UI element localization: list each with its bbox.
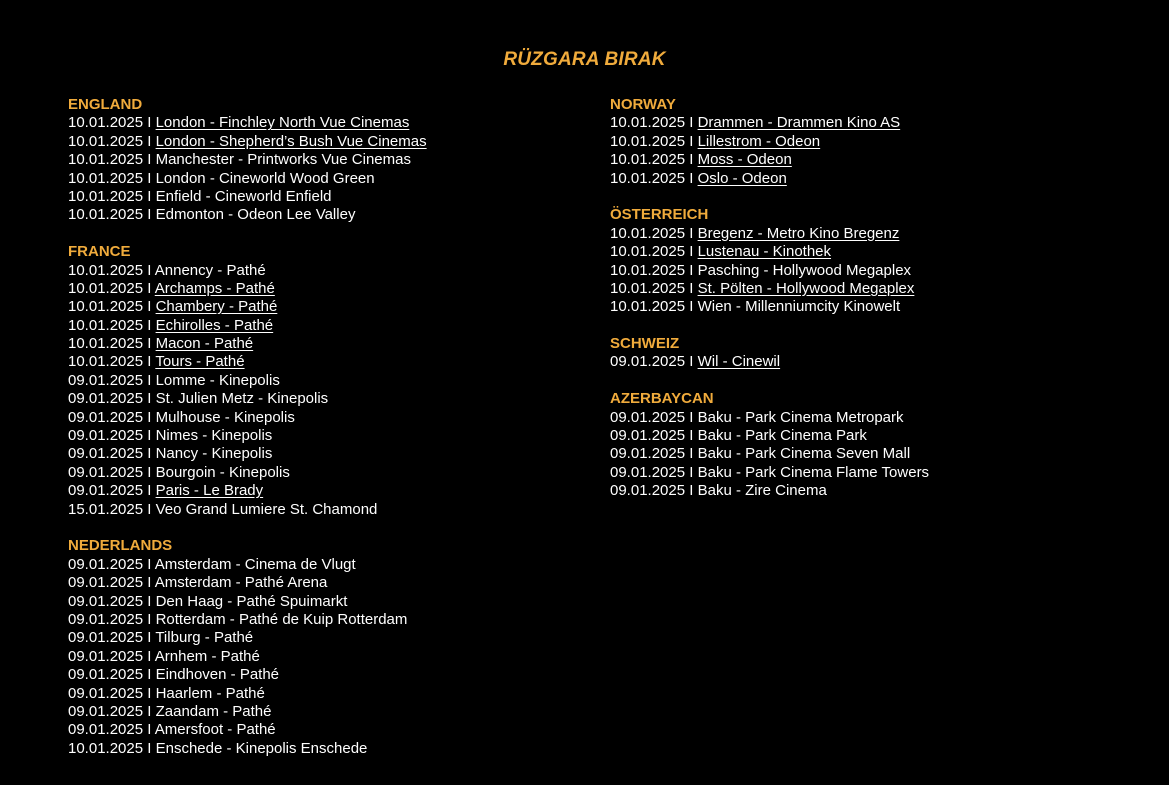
screening-entry: [68, 648, 427, 666]
screening-date: 10.01.2025: [68, 316, 144, 334]
screening-entry: [68, 611, 427, 629]
venue-name: Lomme - Kinepolis: [155, 371, 280, 389]
separator: I: [689, 261, 694, 279]
right-column: [610, 96, 929, 519]
venue-name: Wien - Millenniumcity Kinowelt: [697, 298, 901, 316]
country-section-nederlands: [68, 537, 427, 758]
separator: I: [147, 666, 152, 684]
venue-link[interactable]: Lillestrom - Odeon: [697, 132, 821, 150]
separator: I: [147, 629, 152, 647]
screening-entry: [68, 317, 427, 335]
venue-link[interactable]: Paris - Le Brady: [155, 482, 264, 500]
venue-name: Amsterdam - Cinema de Vlugt: [154, 555, 356, 573]
venue-name: Edmonton - Odeon Lee Valley: [155, 206, 356, 224]
separator: I: [147, 574, 152, 592]
venue-name: Amsterdam - Pathé Arena: [154, 574, 328, 592]
country-heading: NEDERLANDS: [68, 537, 173, 555]
screening-date: 09.01.2025: [68, 629, 144, 647]
screening-date: 09.01.2025: [610, 445, 686, 463]
venue-name: Veo Grand Lumiere St. Chamond: [155, 500, 378, 518]
venue-name: Baku - Park Cinema Flame Towers: [697, 463, 930, 481]
venue-name: Enschede - Kinepolis Enschede: [155, 739, 368, 757]
separator: I: [147, 610, 152, 628]
separator: I: [147, 647, 152, 665]
separator: I: [147, 335, 152, 353]
separator: I: [147, 279, 152, 297]
screening-date: 10.01.2025: [68, 187, 144, 205]
venue-name: Nimes - Kinepolis: [155, 427, 273, 445]
screening-date: 09.01.2025: [68, 427, 144, 445]
screening-date: 10.01.2025: [610, 132, 686, 150]
screening-entry: [68, 427, 427, 445]
separator: I: [689, 427, 694, 445]
venue-link[interactable]: Lustenau - Kinothek: [697, 243, 832, 261]
venue-name: Tilburg - Pathé: [155, 629, 254, 647]
screening-date: 09.01.2025: [610, 353, 686, 371]
screening-entry: [68, 574, 427, 592]
screening-date: 09.01.2025: [610, 463, 686, 481]
country-heading: SCHWEIZ: [610, 335, 680, 353]
country-section-schweiz: [610, 335, 929, 372]
venue-link[interactable]: Drammen - Drammen Kino AS: [697, 114, 901, 132]
screening-date: 09.01.2025: [68, 371, 144, 389]
screening-entry: [68, 335, 427, 353]
screening-date: 10.01.2025: [68, 169, 144, 187]
screening-entry: [68, 353, 427, 371]
screening-entry: [68, 170, 427, 188]
screening-date: 10.01.2025: [68, 279, 144, 297]
screening-entry: [68, 721, 427, 739]
country-section-england: [68, 96, 427, 225]
screening-entry: [68, 445, 427, 463]
screening-date: 09.01.2025: [68, 445, 144, 463]
screening-date: 15.01.2025: [68, 500, 144, 518]
venue-name: Manchester - Printworks Vue Cinemas: [155, 151, 411, 169]
country-section-france: [68, 243, 427, 519]
screening-entry: [610, 482, 929, 500]
separator: I: [147, 500, 152, 518]
separator: I: [147, 353, 152, 371]
screening-date: 10.01.2025: [610, 151, 686, 169]
screening-date: 09.01.2025: [68, 647, 144, 665]
venue-link[interactable]: Oslo - Odeon: [697, 169, 787, 187]
screening-entry: [610, 133, 929, 151]
venue-name: Amersfoot - Pathé: [154, 721, 276, 739]
screening-date: 09.01.2025: [68, 390, 144, 408]
screening-date: 10.01.2025: [68, 151, 144, 169]
venue-name: Nancy - Kinepolis: [155, 445, 273, 463]
screening-entry: [68, 666, 427, 684]
venue-name: Rotterdam - Pathé de Kuip Rotterdam: [155, 610, 408, 628]
screening-entry: [68, 629, 427, 647]
separator: I: [689, 114, 694, 132]
country-heading: ÖSTERREICH: [610, 206, 709, 224]
venue-link[interactable]: Wil - Cinewil: [697, 353, 781, 371]
venue-name: Eindhoven - Pathé: [155, 666, 280, 684]
separator: I: [147, 390, 152, 408]
separator: I: [689, 151, 694, 169]
separator: I: [689, 169, 694, 187]
venue-link[interactable]: St. Pölten - Hollywood Megaplex: [697, 279, 915, 297]
separator: I: [147, 169, 152, 187]
venue-link[interactable]: London - Shepherd’s Bush Vue Cinemas: [155, 132, 427, 150]
separator: I: [147, 151, 152, 169]
separator: I: [689, 408, 694, 426]
screening-entry: [610, 427, 929, 445]
venue-name: Mulhouse - Kinepolis: [155, 408, 295, 426]
screening-entry: [610, 114, 929, 132]
venue-name: Den Haag - Pathé Spuimarkt: [155, 592, 348, 610]
country-heading: NORWAY: [610, 96, 676, 113]
screening-entry: [610, 262, 929, 280]
separator: I: [147, 482, 152, 500]
separator: I: [689, 279, 694, 297]
venue-name: London - Cineworld Wood Green: [155, 169, 375, 187]
screening-entry: [610, 280, 929, 298]
screening-date: 09.01.2025: [68, 666, 144, 684]
screening-entry: [610, 243, 929, 261]
screening-entry: [68, 703, 427, 721]
screening-date: 10.01.2025: [68, 206, 144, 224]
separator: I: [689, 353, 694, 371]
screening-entry: [68, 464, 427, 482]
screening-entry: [68, 593, 427, 611]
venue-link[interactable]: Chambery - Pathé: [155, 298, 278, 316]
screening-entry: [68, 151, 427, 169]
screening-date: 10.01.2025: [68, 132, 144, 150]
separator: I: [147, 261, 152, 279]
screening-date: 10.01.2025: [68, 114, 144, 132]
screening-entry: [610, 170, 929, 188]
country-heading: ENGLAND: [68, 96, 143, 113]
screening-date: 09.01.2025: [68, 702, 144, 720]
venue-name: Baku - Park Cinema Seven Mall: [697, 445, 911, 463]
separator: I: [689, 224, 694, 242]
venue-link[interactable]: Bregenz - Metro Kino Bregenz: [697, 224, 900, 242]
venue-name: St. Julien Metz - Kinepolis: [155, 390, 329, 408]
screening-entry: [68, 740, 427, 758]
screening-entry: [610, 445, 929, 463]
screening-date: 09.01.2025: [68, 684, 144, 702]
screening-entry: [610, 151, 929, 169]
venue-link[interactable]: Moss - Odeon: [697, 151, 792, 169]
screening-date: 09.01.2025: [68, 555, 144, 573]
screening-entry: [68, 409, 427, 427]
venue-name: Haarlem - Pathé: [155, 684, 265, 702]
screening-date: 10.01.2025: [610, 224, 686, 242]
venue-name: Annency - Pathé: [154, 261, 266, 279]
country-section-osterreich: [610, 206, 929, 316]
venue-name: Baku - Zire Cinema: [697, 482, 827, 500]
screening-entry: [68, 390, 427, 408]
separator: I: [147, 721, 152, 739]
venue-name: Bourgoin - Kinepolis: [155, 463, 290, 481]
separator: I: [147, 427, 152, 445]
screening-date: 10.01.2025: [610, 298, 686, 316]
screening-date: 10.01.2025: [68, 353, 144, 371]
screening-date: 09.01.2025: [68, 463, 144, 481]
screening-entry: [68, 685, 427, 703]
screening-date: 09.01.2025: [68, 482, 144, 500]
screening-date: 09.01.2025: [68, 610, 144, 628]
venue-name: Enfield - Cineworld Enfield: [155, 187, 332, 205]
separator: I: [689, 243, 694, 261]
screening-entry: [68, 372, 427, 390]
separator: I: [147, 132, 152, 150]
venue-link[interactable]: Echirolles - Pathé: [155, 316, 274, 334]
screening-date: 09.01.2025: [68, 592, 144, 610]
screening-date: 09.01.2025: [610, 427, 686, 445]
separator: I: [147, 555, 152, 573]
screening-entry: [68, 482, 427, 500]
separator: I: [689, 298, 694, 316]
screening-entry: [610, 298, 929, 316]
screening-date: 10.01.2025: [610, 169, 686, 187]
separator: I: [689, 445, 694, 463]
venue-link[interactable]: Macon - Pathé: [155, 335, 254, 353]
screening-entry: [68, 298, 427, 316]
screening-entry: [68, 206, 427, 224]
screening-entry: [68, 501, 427, 519]
separator: I: [147, 408, 152, 426]
screening-date: 09.01.2025: [68, 408, 144, 426]
screening-entry: [68, 114, 427, 132]
separator: I: [689, 463, 694, 481]
separator: I: [689, 132, 694, 150]
country-section-norway: [610, 96, 929, 188]
separator: I: [147, 114, 152, 132]
screening-date: 10.01.2025: [610, 243, 686, 261]
venue-name: Baku - Park Cinema Park: [697, 427, 867, 445]
separator: I: [147, 684, 152, 702]
separator: I: [147, 298, 152, 316]
country-heading: AZERBAYCAN: [610, 390, 714, 408]
screening-entry: [68, 133, 427, 151]
separator: I: [147, 739, 152, 757]
screening-date: 09.01.2025: [610, 408, 686, 426]
venue-link[interactable]: Tours - Pathé: [155, 353, 245, 371]
screening-date: 10.01.2025: [68, 261, 144, 279]
screening-date: 10.01.2025: [610, 261, 686, 279]
separator: I: [147, 187, 152, 205]
screening-date: 10.01.2025: [68, 739, 144, 757]
screening-date: 09.01.2025: [610, 482, 686, 500]
screening-date: 10.01.2025: [610, 279, 686, 297]
venue-name: Arnhem - Pathé: [154, 647, 260, 665]
screening-date: 09.01.2025: [68, 574, 144, 592]
screening-entry: [610, 464, 929, 482]
separator: I: [147, 206, 152, 224]
screening-entry: [68, 262, 427, 280]
venue-link[interactable]: Archamps - Pathé: [154, 279, 275, 297]
venue-link[interactable]: London - Finchley North Vue Cinemas: [155, 114, 410, 132]
screening-date: 10.01.2025: [68, 335, 144, 353]
screening-entry: [610, 409, 929, 427]
separator: I: [147, 316, 152, 334]
separator: I: [147, 463, 152, 481]
screening-date: 10.01.2025: [68, 298, 144, 316]
page-title: RÜZGARA BIRAK: [503, 49, 666, 70]
venue-name: Baku - Park Cinema Metropark: [697, 408, 904, 426]
screening-entry: [68, 280, 427, 298]
separator: I: [689, 482, 694, 500]
screening-entry: [610, 225, 929, 243]
screening-entry: [68, 188, 427, 206]
screening-entry: [610, 353, 929, 371]
separator: I: [147, 592, 152, 610]
separator: I: [147, 445, 152, 463]
country-heading: FRANCE: [68, 243, 131, 261]
left-column: [68, 96, 427, 776]
separator: I: [147, 371, 152, 389]
venue-name: Pasching - Hollywood Megaplex: [697, 261, 912, 279]
screening-date: 10.01.2025: [610, 114, 686, 132]
country-section-azerbaycan: [610, 390, 929, 500]
venue-name: Zaandam - Pathé: [155, 702, 272, 720]
screening-entry: [68, 556, 427, 574]
separator: I: [147, 702, 152, 720]
screening-date: 09.01.2025: [68, 721, 144, 739]
